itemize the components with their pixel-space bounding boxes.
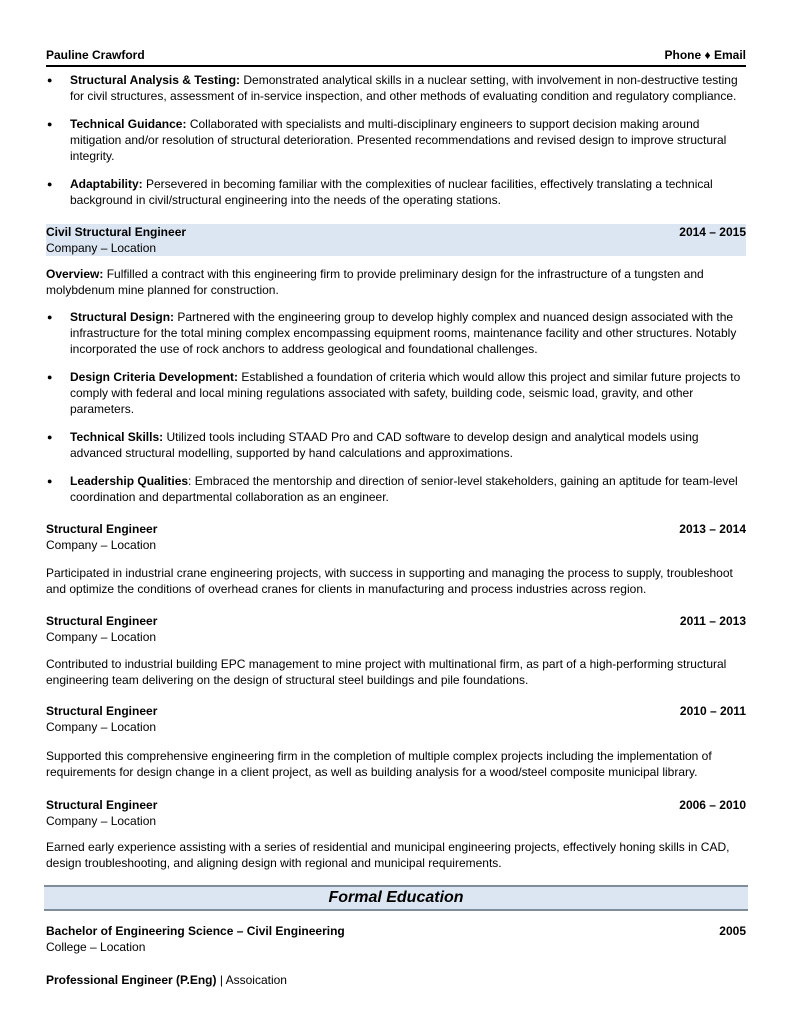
job-title: Structural Engineer — [46, 614, 158, 628]
job-company: Company – Location — [46, 630, 157, 644]
job-company: Company – Location — [46, 538, 157, 552]
job-description: Participated in industrial crane engineering projects, with success in supporting and managing the process to supply, troubleshoot and optimize the conditions of overhead cranes for clients in manufacturing and process industries across region. — [46, 566, 733, 596]
job-overview: Overview: Fulfilled a contract with this engineering firm to provide preliminary design for the infrastructure of a tungsten and molybdenum mine planned for construction. — [46, 267, 704, 297]
candidate-name: Pauline Crawford — [46, 48, 145, 62]
bullet-item: ● Technical Guidance: Collaborated with specialists and multi-disciplinary engineers to support decision making around mitigation and/or resolution of structural deterioration. Presented recommendations and revised design to improve structural integrity. — [46, 116, 746, 164]
bullet-item: ● Structural Design: Partnered with the engineering group to develop highly complex and nuanced design associated with the infrastructure for the total mining complex encompassing equipment rooms, maintenance facility and other structures. Notably incorporated the use of rock anchors to address geological and foundational challenges. — [46, 309, 746, 357]
graduation-year: 2005 — [719, 924, 746, 938]
job-title: Structural Engineer — [46, 704, 158, 718]
job-company: Company – Location — [46, 814, 157, 828]
certification: Professional Engineer (P.Eng) | Assoication — [46, 973, 287, 987]
bullet-item: ● Design Criteria Development: Established a foundation of criteria which would allow this project and similar future projects to comply with federal and local mining regulations associated with safety, building code, seismic load, gravity, and other parameters. — [46, 369, 746, 417]
contact-info: Phone ♦ Email — [664, 48, 746, 62]
job-company: Company – Location — [46, 720, 157, 734]
job-dates: 2006 – 2010 — [679, 798, 746, 812]
job-description: Earned early experience assisting with a series of residential and municipal engineering projects, effectively honing skills in CAD, design troubleshooting, and aligning design with regional and municipal requirements. — [46, 840, 730, 870]
job-header — [46, 521, 746, 537]
degree-title: Bachelor of Engineering Science – Civil Engineering — [46, 924, 345, 938]
job-company: Company – Location — [46, 241, 157, 255]
job-title: Civil Structural Engineer — [46, 225, 187, 239]
job-header — [46, 797, 746, 813]
job-entry — [46, 797, 746, 871]
page-header — [46, 48, 746, 67]
job-description: Supported this comprehensive engineering firm in the completion of multiple complex projects including the implementation of requirements for design change in a client project, as well as building analysis for a wood/steel composite municipal library. — [46, 749, 712, 779]
job-header — [46, 703, 746, 719]
job-dates: 2011 – 2013 — [679, 614, 746, 628]
job-dates: 2013 – 2014 — [679, 522, 746, 536]
job-civil-structural-engineer — [46, 224, 746, 256]
job-header — [46, 224, 746, 240]
resume-page — [46, 48, 746, 988]
job-entry — [46, 613, 746, 688]
job-dates: 2014 – 2015 — [679, 225, 746, 239]
job-title: Structural Engineer — [46, 798, 158, 812]
education-header — [46, 923, 746, 939]
school-location: College – Location — [46, 940, 146, 954]
job-title: Structural Engineer — [46, 522, 158, 536]
bullet-item: ● Leadership Qualities: Embraced the mentorship and direction of senior-level stakeholders, gaining an aptitude for team-level coordination and departmental collaboration as an engineer. — [46, 473, 746, 505]
job-header — [46, 613, 746, 629]
education-section-title: Formal Education — [44, 885, 748, 911]
job-dates: 2010 – 2011 — [679, 704, 746, 718]
civil-job-bullets — [46, 309, 746, 505]
job-description: Contributed to industrial building EPC management to mine project with multinational firm, as part of a high-performing structural engineering team delivering on the design of structural steel buildings and pile foundations. — [46, 657, 727, 687]
achievement-list — [46, 72, 746, 208]
job-entry — [46, 703, 746, 780]
education-entry — [46, 923, 746, 955]
bullet-item: ● Adaptability: Persevered in becoming familiar with the complexities of nuclear facilities, effectively translating a technical background in civil/structural engineering into the needs of the operating stations. — [46, 176, 746, 208]
bullet-item: ● Structural Analysis & Testing: Demonstrated analytical skills in a nuclear setting, with involvement in non-destructive testing for civil structures, assessment of in-service inspection, and other methods of evaluating condition and regulatory compliance. — [46, 72, 746, 104]
job-entry — [46, 521, 746, 597]
bullet-item: ● Technical Skills: Utilized tools including STAAD Pro and CAD software to develop design and analytical models using advanced structural modelling, supported by hand calculations and approximations. — [46, 429, 746, 461]
